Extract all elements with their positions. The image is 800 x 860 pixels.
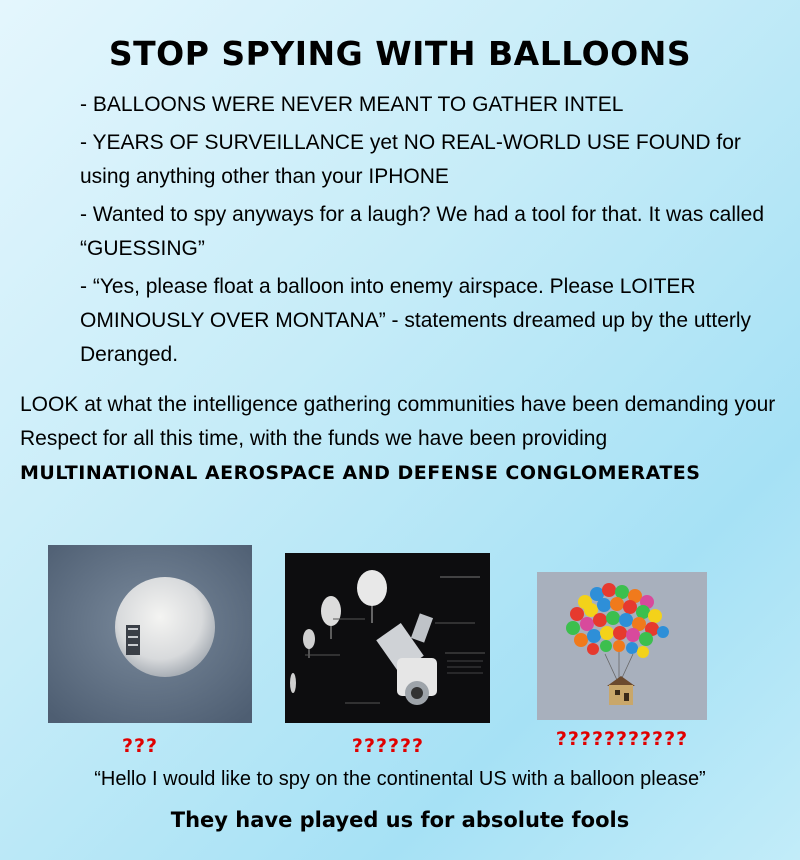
spy-balloon-image xyxy=(48,545,252,723)
bullet-item: - Wanted to spy anyways for a laugh? We had a tool for that. It was called “GUESSING” xyxy=(80,203,765,260)
caption-2: ?????? xyxy=(351,735,425,757)
balloon-cluster-image xyxy=(537,572,707,720)
spy-balloon-photo xyxy=(48,545,252,723)
bullet-item: - YEARS OF SURVEILLANCE yet NO REAL-WORLD USE FOUND for using anything other than your IPHONE xyxy=(80,131,741,188)
balloon-cluster-photo xyxy=(537,572,707,720)
bullet-item: - “Yes, please float a balloon into enemy airspace. Please LOITER OMINOUSLY OVER MONTANA” - statements dreamed up by the utterly Deranged. xyxy=(80,275,752,366)
caption-1: ??? xyxy=(121,735,159,757)
bullet-list xyxy=(80,88,780,376)
bullet-item: - BALLOONS WERE NEVER MEANT TO GATHER INTEL xyxy=(80,93,624,116)
look-bold-text: MULTINATIONAL AEROSPACE AND DEFENSE CONGLOMERATES xyxy=(20,462,701,484)
balloon-quote: “Hello I would like to spy on the continental US with a balloon please” xyxy=(94,768,706,790)
balloon-infographic-image xyxy=(285,553,490,723)
look-text: LOOK at what the intelligence gathering communities have been demanding your Respect for all this time, with the funds we have been providing xyxy=(20,393,776,450)
look-paragraph xyxy=(20,388,790,490)
punchline: They have played us for absolute fools xyxy=(170,808,630,832)
page-title: STOP SPYING WITH BALLOONS xyxy=(108,34,692,73)
caption-3: ??????????? xyxy=(555,728,689,750)
balloon-infographic xyxy=(285,553,490,723)
